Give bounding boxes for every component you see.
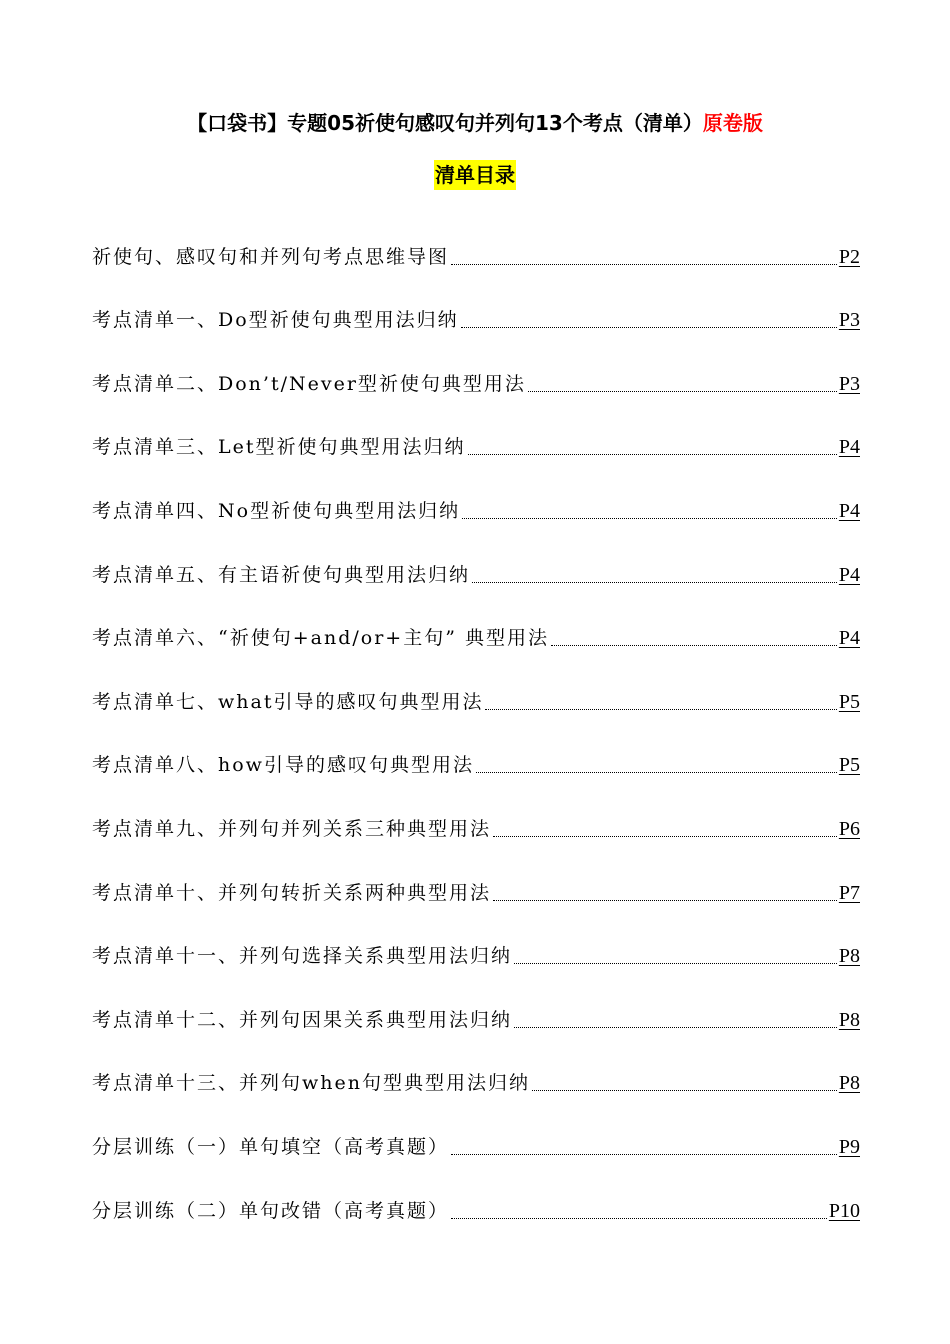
toc-entry-page[interactable]: P4	[838, 563, 860, 586]
toc-leader-dots	[514, 963, 837, 964]
toc-entry-page[interactable]: P4	[838, 436, 860, 459]
toc-entry-label: 考点清单十三、并列句when句型典型用法归纳	[92, 1072, 530, 1095]
toc-entry-page[interactable]: P2	[838, 245, 860, 268]
toc-entry[interactable]	[92, 347, 860, 411]
toc-entry-label: 考点清单八、how引导的感叹句典型用法	[92, 754, 474, 777]
toc-entry-label: 考点清单十、并列句转折关系两种典型用法	[92, 881, 492, 904]
toc-leader-dots	[493, 836, 837, 837]
table-of-contents	[92, 220, 860, 1238]
toc-leader-dots	[493, 900, 837, 901]
document-title-edition: 原卷版	[702, 111, 763, 135]
toc-entry-page[interactable]: P9	[838, 1135, 860, 1158]
toc-leader-dots	[514, 1027, 837, 1028]
toc-entry-page[interactable]: P6	[838, 817, 860, 840]
toc-entry-label: 考点清单二、Don’t/Never型祈使句典型用法	[92, 372, 526, 395]
document-title-main: 【口袋书】专题05祈使句感叹句并列句13个考点（清单）	[187, 111, 703, 135]
toc-leader-dots	[528, 391, 837, 392]
toc-entry-label: 考点清单六、“祈使句+and/or+主句” 典型用法	[92, 627, 549, 650]
toc-entry[interactable]	[92, 920, 860, 984]
toc-leader-dots	[451, 264, 837, 265]
toc-entry-label: 考点清单十二、并列句因果关系典型用法归纳	[92, 1008, 513, 1031]
toc-leader-dots	[551, 645, 837, 646]
toc-entry-page[interactable]: P5	[838, 690, 860, 713]
toc-entry[interactable]	[92, 983, 860, 1047]
toc-entry[interactable]	[92, 602, 860, 666]
toc-leader-dots	[451, 1218, 827, 1219]
document-title	[0, 108, 950, 138]
toc-entry[interactable]	[92, 792, 860, 856]
toc-entry[interactable]	[92, 220, 860, 284]
toc-entry-page[interactable]: P8	[838, 945, 860, 968]
toc-entry-page[interactable]: P8	[838, 1008, 860, 1031]
toc-leader-dots	[462, 518, 837, 519]
toc-entry-label: 考点清单七、what引导的感叹句典型用法	[92, 690, 484, 713]
toc-entry[interactable]	[92, 665, 860, 729]
toc-leader-dots	[451, 1154, 837, 1155]
toc-entry-page[interactable]: P4	[838, 499, 860, 522]
toc-heading-wrap	[0, 160, 950, 190]
toc-entry-page[interactable]: P3	[838, 309, 860, 332]
toc-entry-page[interactable]: P10	[828, 1199, 860, 1222]
toc-entry-page[interactable]: P3	[838, 372, 860, 395]
toc-entry-label: 祈使句、感叹句和并列句考点思维导图	[92, 245, 450, 268]
toc-leader-dots	[476, 772, 837, 773]
toc-entry-page[interactable]: P7	[838, 881, 860, 904]
toc-leader-dots	[532, 1090, 837, 1091]
toc-entry-label: 考点清单四、No型祈使句典型用法归纳	[92, 499, 461, 522]
toc-entry-label: 考点清单五、有主语祈使句典型用法归纳	[92, 563, 471, 586]
toc-entry-label: 考点清单九、并列句并列关系三种典型用法	[92, 817, 492, 840]
toc-entry-label: 考点清单十一、并列句选择关系典型用法归纳	[92, 945, 513, 968]
toc-heading: 清单目录	[434, 160, 516, 190]
toc-leader-dots	[472, 582, 837, 583]
toc-entry-page[interactable]: P4	[838, 627, 860, 650]
toc-entry-label: 分层训练（一）单句填空（高考真题）	[92, 1135, 450, 1158]
toc-entry[interactable]	[92, 1047, 860, 1111]
toc-entry-page[interactable]: P5	[838, 754, 860, 777]
toc-entry[interactable]	[92, 1174, 860, 1238]
toc-entry-page[interactable]: P8	[838, 1072, 860, 1095]
toc-entry[interactable]	[92, 729, 860, 793]
toc-entry[interactable]	[92, 538, 860, 602]
toc-leader-dots	[461, 327, 837, 328]
toc-leader-dots	[468, 454, 837, 455]
toc-entry[interactable]	[92, 856, 860, 920]
toc-entry[interactable]	[92, 411, 860, 475]
toc-entry[interactable]	[92, 474, 860, 538]
toc-leader-dots	[485, 709, 836, 710]
toc-entry[interactable]	[92, 1110, 860, 1174]
toc-entry[interactable]	[92, 284, 860, 348]
toc-entry-label: 分层训练（二）单句改错（高考真题）	[92, 1199, 450, 1222]
toc-entry-label: 考点清单一、Do型祈使句典型用法归纳	[92, 309, 459, 332]
toc-entry-label: 考点清单三、Let型祈使句典型用法归纳	[92, 436, 466, 459]
